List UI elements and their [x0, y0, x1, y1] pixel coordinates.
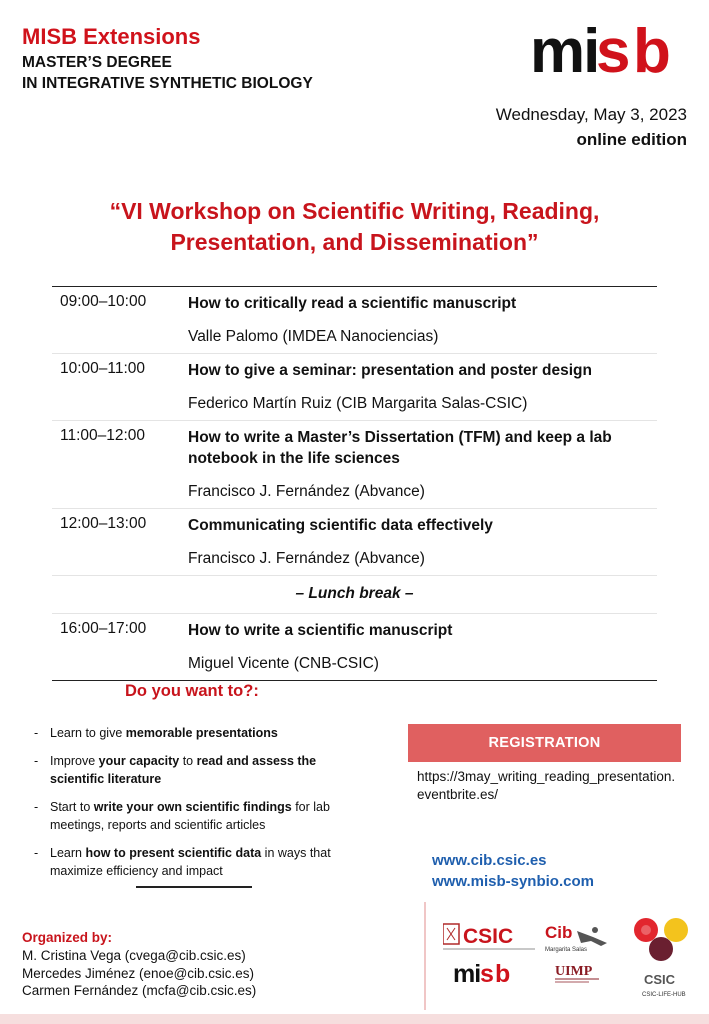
svg-text:b: b: [495, 960, 510, 986]
svg-text:CSIC: CSIC: [463, 925, 514, 948]
schedule-table: [52, 286, 657, 681]
header-subtitle-line2: IN INTEGRATIVE SYNTHETIC BIOLOGY: [22, 75, 313, 92]
header-subtitle: [22, 52, 313, 94]
organizer: M. Cristina Vega (cvega@cib.csic.es): [22, 948, 246, 963]
schedule-time: 12:00–13:00: [60, 515, 147, 532]
csic-logo: [443, 922, 538, 952]
header-subtitle-line1: MASTER’S DEGREE: [22, 54, 172, 71]
organizers-list: [22, 947, 256, 1000]
uimp-logo: [555, 961, 601, 985]
schedule-time: 16:00–17:00: [60, 620, 147, 637]
want-heading: Do you want to?:: [125, 682, 259, 700]
divider: [424, 902, 426, 1010]
schedule-talk: How to critically read a scientific manuscript: [188, 295, 517, 312]
list-item: - Start to write your own scientific findings for lab meetings, reports and scientific articles: [32, 798, 362, 834]
csic-life-hub-logo: [632, 914, 692, 1014]
divider: [136, 886, 252, 888]
header-title: MISB Extensions: [22, 24, 201, 49]
workshop-title-line2: Presentation, and Dissemination”: [170, 229, 539, 255]
organizer: Mercedes Jiménez (enoe@cib.csic.es): [22, 965, 255, 981]
schedule-talk: How to write a Master’s Dissertation (TFM) and keep a lab notebook in the life sciences: [188, 429, 612, 467]
schedule-speaker: Miguel Vicente (CNB-CSIC): [188, 655, 379, 672]
svg-text:Margarita Salas: Margarita Salas: [545, 947, 588, 953]
svg-text:mi: mi: [530, 17, 599, 84]
schedule-speaker: Francisco J. Fernández (Abvance): [188, 550, 425, 567]
svg-text:Cib: Cib: [545, 923, 573, 942]
schedule-time: 09:00–10:00: [60, 293, 147, 310]
schedule-row: [52, 613, 657, 680]
svg-text:UIMP: UIMP: [555, 964, 593, 979]
workshop-title-line1: “VI Workshop on Scientific Writing, Reading,: [109, 198, 600, 224]
misb-small-logo: [453, 960, 525, 986]
schedule-talk: Communicating scientific data effectively: [188, 517, 493, 534]
event-edition: online edition: [576, 130, 687, 149]
schedule-row: [52, 353, 657, 420]
schedule-talk: How to write a scientific manuscript: [188, 622, 453, 639]
schedule-speaker: Francisco J. Fernández (Abvance): [188, 483, 425, 500]
event-date: Wednesday, May 3, 2023: [495, 105, 687, 124]
cib-website-link[interactable]: www.cib.csic.es: [432, 852, 547, 869]
svg-text:s: s: [480, 960, 493, 986]
organizer: Carmen Fernández (mcfa@cib.csic.es): [22, 983, 257, 998]
registration-button[interactable]: REGISTRATION: [408, 724, 681, 762]
schedule-time: 10:00–11:00: [60, 360, 146, 377]
svg-text:CSIC: CSIC: [644, 972, 676, 987]
lunch-break: – Lunch break –: [52, 575, 657, 613]
list-item: - Learn to give memorable presentations: [32, 724, 362, 742]
schedule-talk: How to give a seminar: presentation and poster design: [188, 362, 592, 379]
schedule-speaker: Federico Martín Ruiz (CIB Margarita Salas-CSIC): [188, 395, 528, 412]
schedule-row: [52, 508, 657, 575]
svg-text:CSIC-LIFE-HUB: CSIC-LIFE-HUB: [642, 992, 686, 998]
schedule-time: 11:00–12:00: [60, 427, 146, 444]
misb-website-link[interactable]: www.misb-synbio.com: [432, 873, 594, 890]
organizers-label: Organized by:: [22, 930, 113, 945]
registration-link[interactable]: https://3may_writing_reading_presentation.eventbrite.es/: [417, 769, 676, 802]
cib-logo: [545, 921, 613, 955]
list-item: - Learn how to present scientific data in ways that maximize efficiency and impact: [32, 844, 362, 880]
workshop-title: [40, 196, 669, 258]
svg-text:b: b: [633, 17, 669, 84]
benefits-list: [32, 724, 362, 890]
footer-bar: [0, 1014, 709, 1024]
schedule-speaker: Valle Palomo (IMDEA Nanociencias): [188, 328, 439, 345]
svg-text:s: s: [596, 17, 629, 84]
svg-text:mi: mi: [453, 960, 481, 986]
misb-logo: [530, 14, 695, 84]
schedule-row: [52, 420, 657, 508]
schedule-row: [52, 287, 657, 353]
list-item: - Improve your capacity to read and assess the scientific literature: [32, 752, 362, 788]
